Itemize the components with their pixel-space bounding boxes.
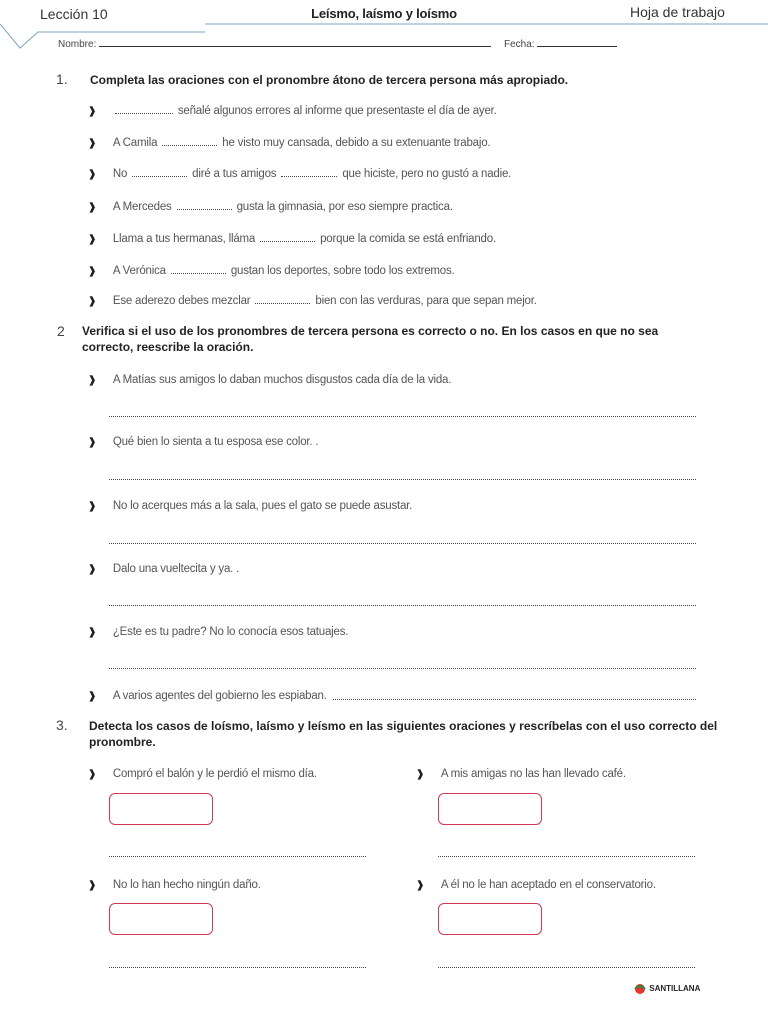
section-1-instruction: Completa las oraciones con el pronombre átono de tercera persona más apropiado. [90, 73, 569, 87]
list-item: ❱ No diré a tus amigos que hiciste, pero no gustó a nadie. [88, 168, 512, 180]
answer-box[interactable] [438, 903, 542, 935]
bullet-icon: ❱ [88, 375, 97, 386]
blank-field[interactable] [255, 293, 310, 304]
list-item: ❱ Compró el balón y le perdió el mismo día. [88, 768, 317, 780]
bullet-icon: ❱ [88, 501, 97, 512]
answer-line[interactable] [438, 967, 695, 968]
name-line[interactable] [99, 37, 491, 47]
answer-line[interactable] [109, 416, 696, 417]
bullet-icon: ❱ [88, 234, 97, 245]
list-item: ❱ A Matías sus amigos lo daban muchos disgustos cada día de la vida. [88, 374, 452, 386]
answer-box[interactable] [109, 903, 213, 935]
answer-line[interactable] [109, 543, 696, 544]
section-3-number: 3. [56, 717, 68, 733]
blank-field[interactable] [132, 166, 187, 177]
bullet-icon: ❱ [88, 769, 97, 780]
name-field[interactable]: Nombre: [58, 37, 491, 50]
list-item: ❱ A Verónica gustan los deportes, sobre todo los extremos. [88, 265, 455, 277]
santillana-icon [633, 983, 647, 995]
list-item: ❱ No lo han hecho ningún daño. [88, 879, 261, 891]
list-item: ❱ A varios agentes del gobierno les espiaban. [88, 690, 327, 702]
section-3-instruction: Detecta los casos de loísmo, laísmo y leísmo en las siguientes oraciones y rescríbelas con el uso correcto del pronombre. [89, 719, 718, 749]
blank-field[interactable] [171, 263, 226, 274]
answer-line[interactable] [109, 967, 366, 968]
bullet-icon: ❱ [88, 880, 97, 891]
list-item: ❱ Dalo una vueltecita y ya. . [88, 563, 240, 575]
bullet-icon: ❱ [88, 169, 97, 180]
blank-field[interactable] [281, 166, 337, 177]
bullet-icon: ❱ [416, 769, 425, 780]
answer-line[interactable] [109, 668, 696, 669]
answer-box[interactable] [438, 793, 542, 825]
publisher-logo: SANTILLANA [633, 983, 700, 995]
answer-line[interactable] [333, 699, 696, 700]
answer-line[interactable] [438, 856, 695, 857]
lesson-label: Lección 10 [40, 6, 108, 22]
answer-box[interactable] [109, 793, 213, 825]
bullet-icon: ❱ [88, 106, 97, 117]
bullet-icon: ❱ [416, 880, 425, 891]
list-item: ❱ ¿Este es tu padre? No lo conocía esos tatuajes. [88, 626, 349, 638]
list-item: ❱ A Mercedes gusta la gimnasia, por eso siempre practica. [88, 201, 453, 213]
list-item: ❱ No lo acerques más a la sala, pues el gato se puede asustar. [88, 500, 413, 512]
bullet-icon: ❱ [88, 691, 97, 702]
list-item: ❱ A mis amigas no las han llevado café. [416, 768, 626, 780]
list-item: ❱ señalé algunos errores al informe que presentaste el día de ayer. [88, 105, 497, 117]
bullet-icon: ❱ [88, 627, 97, 638]
answer-line[interactable] [109, 479, 696, 480]
list-item: ❱ Ese aderezo debes mezclar bien con las verduras, para que sepan mejor. [88, 295, 537, 307]
bullet-icon: ❱ [88, 138, 97, 149]
blank-field[interactable] [162, 135, 217, 146]
date-line[interactable] [537, 37, 617, 47]
section-2-number: 2 [57, 323, 65, 339]
section-1-number: 1. [56, 71, 68, 87]
bullet-icon: ❱ [88, 564, 97, 575]
list-item: ❱ A él no le han aceptado en el conservatorio. [416, 879, 656, 891]
blank-field[interactable] [260, 231, 315, 242]
bullet-icon: ❱ [88, 296, 97, 307]
list-item: ❱ Qué bien lo sienta a tu esposa ese color. . [88, 436, 319, 448]
date-field[interactable]: Fecha: [504, 37, 617, 50]
list-item: ❱ A Camila he visto muy cansada, debido a su extenuante trabajo. [88, 137, 491, 149]
answer-line[interactable] [109, 605, 696, 606]
section-2-instruction: Verifica si el uso de los pronombres de tercera persona es correcto o no. En los casos en que no sea correcto, reescribe la oración. [82, 324, 659, 354]
answer-line[interactable] [109, 856, 366, 857]
sheet-label: Hoja de trabajo [630, 4, 725, 20]
blank-field[interactable] [177, 199, 232, 210]
worksheet-title: Leísmo, laísmo y loísmo [311, 6, 457, 21]
list-item: ❱ Llama a tus hermanas, lláma porque la comida se está enfriando. [88, 233, 496, 245]
blank-field[interactable] [115, 103, 173, 114]
bullet-icon: ❱ [88, 202, 97, 213]
bullet-icon: ❱ [88, 437, 97, 448]
bullet-icon: ❱ [88, 266, 97, 277]
